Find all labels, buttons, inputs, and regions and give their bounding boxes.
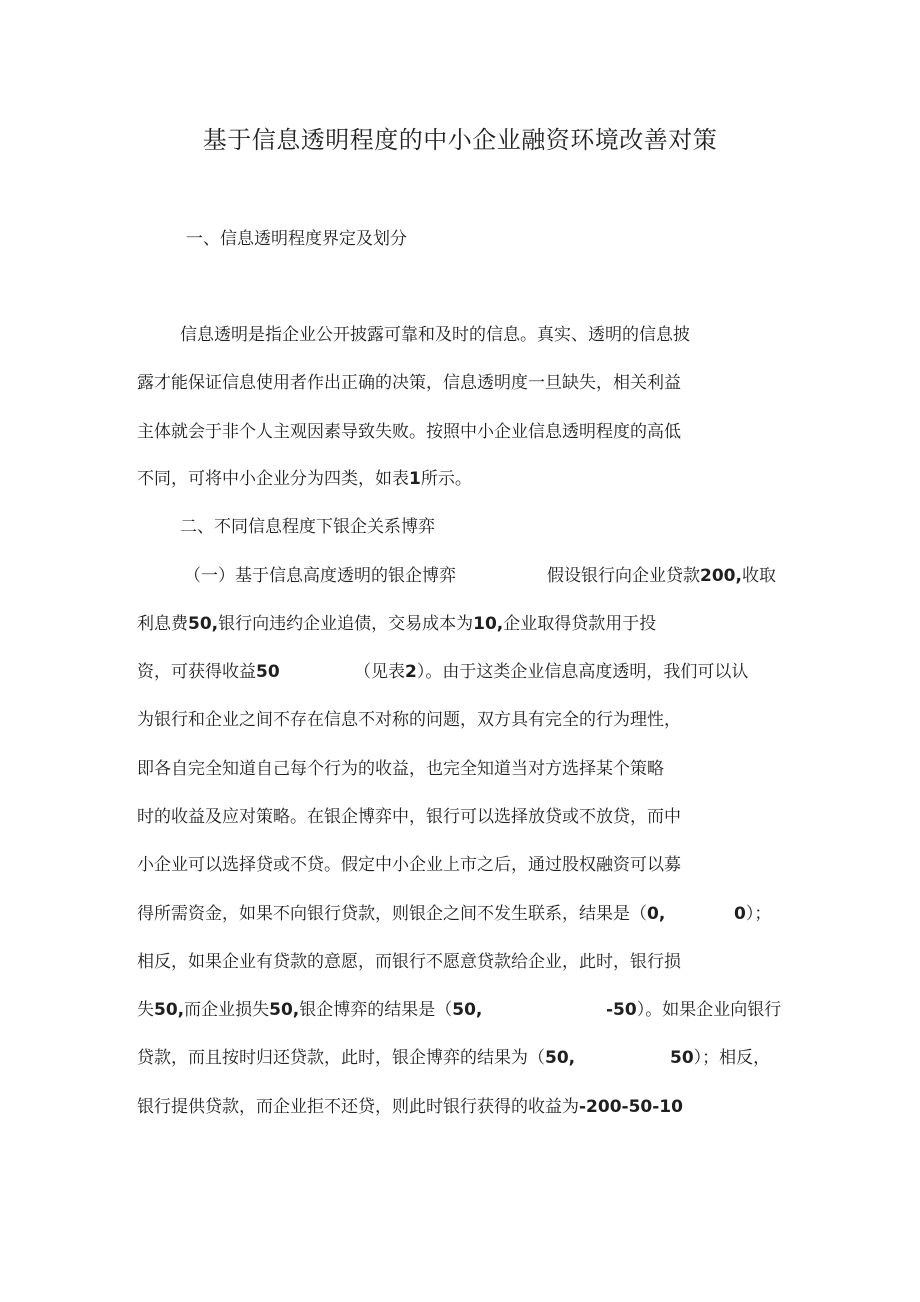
text-segment: 不同，可将中小企业分为四类，如表 [137,469,409,489]
subsection-heading: （一）基于信息高度透明的银企博弈 [184,566,456,586]
text-segment: 企业取得贷款用于投 [503,614,657,634]
table-ref-number: 1 [409,469,421,489]
paragraph-line [137,467,472,491]
text-segment: 贷款，而且按时归还贷款，此时，银企博弈的结果为（ [137,1048,545,1068]
text-segment: 银行向违约企业追债，交易成本为 [218,614,474,634]
section-heading-2: 二、不同信息程度下银企关系博弈 [180,517,435,537]
paragraph-line: 露才能保证信息使用者作出正确的决策，信息透明度一旦缺失，相关利益 [137,373,681,393]
paragraph-line [547,564,776,588]
number: 200, [700,566,742,586]
text-segment: 资，可获得收益 [137,662,256,682]
number: 0, [647,904,666,924]
paragraph-line: 主体就会于非个人主观因素导致失败。按照中小企业信息透明程度的高低 [137,422,681,442]
paragraph-line [606,998,781,1022]
page-title: 基于信息透明程度的中小企业融资环境改善对策 [202,126,718,154]
paragraph-line: 信息透明是指企业公开披露可靠和及时的信息。真实、透明的信息披 [180,325,690,345]
text-segment: ）；相反， [693,1048,771,1068]
text-segment: 利息费 [137,614,188,634]
text-segment: 假设银行向企业贷款 [547,566,700,586]
paragraph-line [137,660,280,684]
number: 50 [670,1048,694,1068]
paragraph-line [137,1095,683,1119]
table-ref-number: 2 [405,662,417,682]
text-segment: 得所需资金，如果不向银行贷款，则银企之间不发生联系，结果是（ [137,904,647,924]
paragraph-line [137,1046,575,1070]
number: 50, [452,1000,483,1020]
number: 50 [256,662,280,682]
text-segment: 所示。 [420,469,472,489]
number: -50 [606,1000,637,1020]
paragraph-line [734,902,771,926]
section-heading-1: 一、信息透明程度界定及划分 [186,229,407,249]
number: 50, [269,1000,300,1020]
text-segment: 收取 [741,566,776,586]
paragraph-line: 时的收益及应对策略。在银企博弈中，银行可以选择放贷或不放贷，而中 [137,807,681,827]
text-segment: （见表 [354,662,405,682]
number: 50, [188,614,219,634]
paragraph-line [670,1046,770,1070]
paragraph-line [354,660,748,684]
paragraph-line [137,612,656,636]
paragraph-line: 即各自完全知道自己每个行为的收益，也完全知道当对方选择某个策略 [137,759,664,779]
paragraph-line: 小企业可以选择贷或不贷。假定中小企业上市之后，通过股权融资可以募 [137,855,681,875]
number: -200-50-10 [579,1097,683,1117]
paragraph-line: 为银行和企业之间不存在信息不对称的问题，双方具有完全的行为理性， [137,710,681,730]
number: 10, [473,614,504,634]
text-segment: 失 [137,1000,154,1020]
text-segment: ）。由于这类企业信息高度透明，我们可以认 [416,662,749,682]
paragraph-line: 相反，如果企业有贷款的意愿，而银行不愿意贷款给企业，此时，银行损 [137,952,681,972]
number: 50, [545,1048,576,1068]
text-segment: 银行提供贷款，而企业拒不还贷，则此时银行获得的收益为 [137,1097,579,1117]
number: 0 [734,904,746,924]
text-segment: 而企业损失 [184,1000,270,1020]
paragraph-line [137,998,482,1022]
text-segment: ）。如果企业向银行 [636,1000,782,1020]
paragraph-line [137,902,665,926]
text-segment: 银企博弈的结果是（ [299,1000,453,1020]
text-segment: ）； [745,904,772,924]
number: 50, [154,1000,185,1020]
